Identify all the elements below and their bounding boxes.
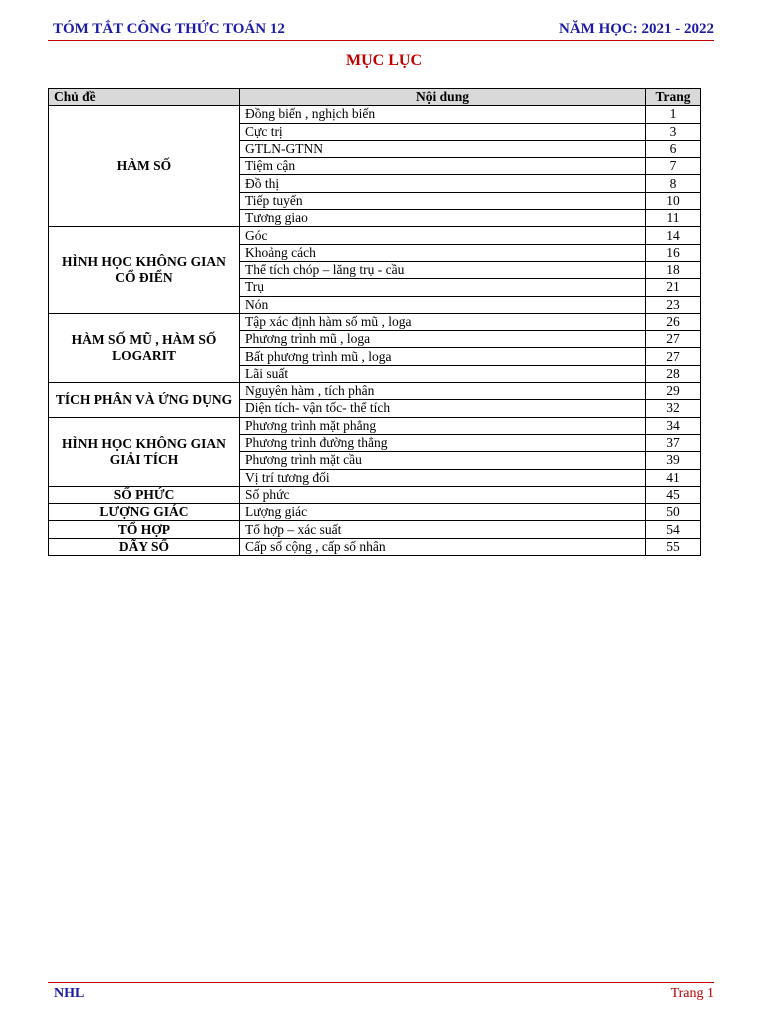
content-cell: Phương trình mặt phẳng bbox=[240, 417, 646, 434]
table-row bbox=[49, 417, 701, 434]
column-header-page: Trang bbox=[646, 89, 701, 106]
table-row bbox=[49, 383, 701, 400]
topic-cell: DÃY SỐ bbox=[49, 538, 240, 555]
page-cell: 23 bbox=[646, 296, 701, 313]
page-header bbox=[48, 20, 714, 41]
page-cell: 39 bbox=[646, 452, 701, 469]
column-header-topic: Chủ đề bbox=[49, 89, 240, 106]
document-title: TÓM TẮT CÔNG THỨC TOÁN 12 bbox=[53, 21, 285, 37]
table-row bbox=[49, 538, 701, 555]
content-cell: Tương giao bbox=[240, 210, 646, 227]
content-cell: Lượng giác bbox=[240, 504, 646, 521]
page-cell: 50 bbox=[646, 504, 701, 521]
page-cell: 32 bbox=[646, 400, 701, 417]
table-row bbox=[49, 227, 701, 244]
page-cell: 34 bbox=[646, 417, 701, 434]
content-cell: Thể tích chóp – lăng trụ - cầu bbox=[240, 261, 646, 278]
content-cell: Bất phương trình mũ , loga bbox=[240, 348, 646, 365]
content-cell: Phương trình mũ , loga bbox=[240, 331, 646, 348]
topic-cell: SỐ PHỨC bbox=[49, 486, 240, 503]
table-row bbox=[49, 106, 701, 123]
page-cell: 8 bbox=[646, 175, 701, 192]
page-cell: 27 bbox=[646, 348, 701, 365]
table-row bbox=[49, 313, 701, 330]
content-cell: Cấp số cộng , cấp số nhân bbox=[240, 538, 646, 555]
page-cell: 28 bbox=[646, 365, 701, 382]
toc-header-row bbox=[49, 89, 701, 106]
table-row bbox=[49, 504, 701, 521]
content-cell: Đồ thị bbox=[240, 175, 646, 192]
content-cell: Cực trị bbox=[240, 123, 646, 140]
page-cell: 3 bbox=[646, 123, 701, 140]
content-cell: Tiếp tuyến bbox=[240, 192, 646, 209]
content-cell: Phương trình đường thẳng bbox=[240, 434, 646, 451]
page-cell: 41 bbox=[646, 469, 701, 486]
page-cell: 14 bbox=[646, 227, 701, 244]
table-row bbox=[49, 521, 701, 538]
page-cell: 54 bbox=[646, 521, 701, 538]
content-cell: Tiệm cận bbox=[240, 158, 646, 175]
topic-cell: HÌNH HỌC KHÔNG GIAN CỔ ĐIỂN bbox=[49, 227, 240, 313]
topic-cell: HÌNH HỌC KHÔNG GIAN GIẢI TÍCH bbox=[49, 417, 240, 486]
table-row bbox=[49, 486, 701, 503]
content-cell: Nón bbox=[240, 296, 646, 313]
page-cell: 45 bbox=[646, 486, 701, 503]
page-cell: 7 bbox=[646, 158, 701, 175]
page-cell: 27 bbox=[646, 331, 701, 348]
content-cell: Khoảng cách bbox=[240, 244, 646, 261]
content-cell: Nguyên hàm , tích phân bbox=[240, 383, 646, 400]
content-cell: Trụ bbox=[240, 279, 646, 296]
content-cell: Diện tích- vận tốc- thể tích bbox=[240, 400, 646, 417]
content-cell: Vị trí tương đối bbox=[240, 469, 646, 486]
content-cell: Lãi suất bbox=[240, 365, 646, 382]
topic-cell: TỔ HỢP bbox=[49, 521, 240, 538]
topic-cell: LƯỢNG GIÁC bbox=[49, 504, 240, 521]
topic-cell: HÀM SỐ MŨ , HÀM SỐ LOGARIT bbox=[49, 313, 240, 382]
page-footer bbox=[48, 982, 714, 1007]
page-cell: 1 bbox=[646, 106, 701, 123]
content-cell: GTLN-GTNN bbox=[240, 140, 646, 157]
topic-cell: HÀM SỐ bbox=[49, 106, 240, 227]
page-cell: 55 bbox=[646, 538, 701, 555]
page-cell: 29 bbox=[646, 383, 701, 400]
page-cell: 16 bbox=[646, 244, 701, 261]
page-cell: 37 bbox=[646, 434, 701, 451]
content-cell: Góc bbox=[240, 227, 646, 244]
page-cell: 10 bbox=[646, 192, 701, 209]
topic-cell: TÍCH PHÂN VÀ ỨNG DỤNG bbox=[49, 383, 240, 418]
page-cell: 18 bbox=[646, 261, 701, 278]
content-cell: Tổ hợp – xác suất bbox=[240, 521, 646, 538]
content-cell: Số phức bbox=[240, 486, 646, 503]
page-cell: 21 bbox=[646, 279, 701, 296]
content-cell: Đồng biến , nghịch biến bbox=[240, 106, 646, 123]
school-year: NĂM HỌC: 2021 - 2022 bbox=[559, 21, 714, 37]
content-cell: Tập xác định hàm số mũ , loga bbox=[240, 313, 646, 330]
page-cell: 26 bbox=[646, 313, 701, 330]
column-header-content: Nội dung bbox=[240, 89, 646, 106]
footer-page-number: Trang 1 bbox=[670, 986, 714, 1001]
page-cell: 11 bbox=[646, 210, 701, 227]
footer-author: NHL bbox=[54, 986, 85, 1001]
toc-table bbox=[48, 88, 701, 556]
toc-body bbox=[49, 106, 701, 556]
toc-heading: MỤC LỤC bbox=[346, 52, 422, 69]
page-cell: 6 bbox=[646, 140, 701, 157]
content-cell: Phương trình mặt cầu bbox=[240, 452, 646, 469]
